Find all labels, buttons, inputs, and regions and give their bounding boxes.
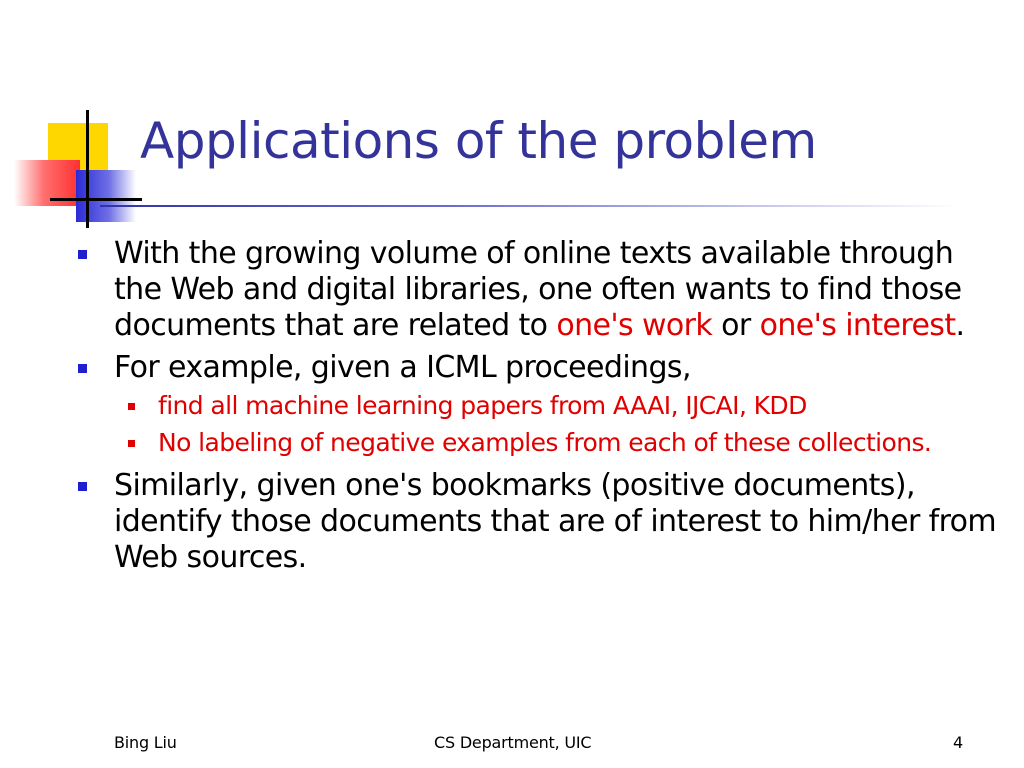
bullet-text [114, 236, 1004, 344]
bullet-text: For example, given a ICML proceedings, [114, 350, 691, 385]
sub-bullet-text: No labeling of negative examples from each of these collections. [158, 428, 932, 457]
emphasis-text: one's work [556, 308, 713, 343]
emphasis-text: one's interest [759, 308, 956, 343]
sub-bullet-text: find all machine learning papers from AAAI, IJCAI, KDD [158, 391, 807, 420]
bullet-item [74, 468, 1004, 576]
bullet-text-part: or [712, 308, 760, 343]
bullet-text-part: With the growing volume of online texts available through the Web and digital libraries, one often wants to find those documents that are related to [114, 236, 962, 343]
footer-author: Bing Liu [114, 733, 177, 752]
sub-bullet-square-icon [128, 403, 135, 410]
logo-blue-square [76, 170, 136, 222]
bullet-item [74, 236, 1004, 344]
bullet-text: Similarly, given one's bookmarks (positive documents), identify those documents that are of interest to him/her from Web sources. [114, 468, 997, 575]
logo-horizontal-line [50, 198, 142, 201]
bullet-square-icon [78, 482, 87, 491]
bullet-square-icon [78, 364, 87, 373]
bullet-text-part: . [955, 308, 965, 343]
footer-department: CS Department, UIC [434, 733, 592, 752]
title-underline [100, 205, 960, 207]
footer-page-number: 4 [953, 733, 963, 752]
sub-bullet-item [74, 390, 1004, 421]
bullet-item [74, 350, 1004, 386]
sub-bullet-square-icon [128, 440, 135, 447]
logo-vertical-line [86, 110, 89, 228]
sub-bullet-item [74, 427, 1004, 458]
bullet-square-icon [78, 250, 87, 259]
slide-body [74, 236, 1004, 576]
slide-title: Applications of the problem [140, 112, 817, 170]
